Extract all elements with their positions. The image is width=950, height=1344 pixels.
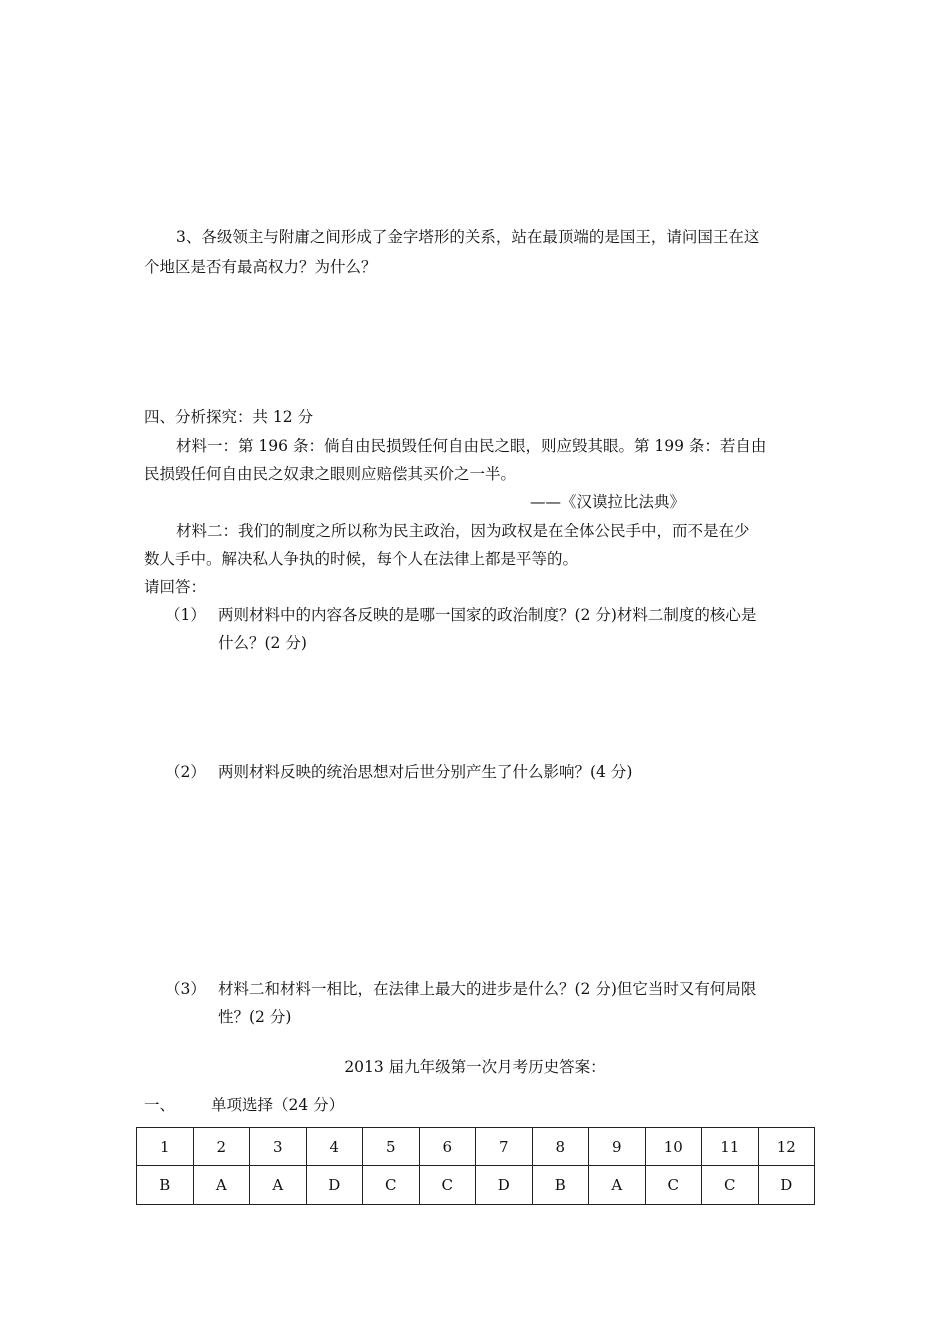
question-number-cell: 5: [363, 1128, 420, 1166]
section-4-heading: 四、分析探究：共 12 分: [144, 408, 314, 426]
question-number-cell: 3: [250, 1128, 307, 1166]
material-2-line-1: 材料二：我们的制度之所以称为民主政治，因为政权是在全体公民手中，而不是在少: [176, 522, 750, 540]
question-number-cell: 9: [589, 1128, 646, 1166]
answer-table-number-row: [137, 1128, 815, 1166]
question-3-number: （3）: [165, 980, 206, 998]
answer-choice-cell: C: [363, 1166, 420, 1205]
question-2-line-1: 两则材料反映的统治思想对后世分别产生了什么影响？(4 分): [218, 763, 633, 781]
material-2-line-2: 数人手中。解决私人争执的时候，每个人在法律上都是平等的。: [144, 550, 579, 568]
question-1-line-2: 什么？(2 分): [218, 634, 307, 652]
question-3-sub-line-2: 性？(2 分): [218, 1008, 292, 1026]
question-number-cell: 7: [476, 1128, 533, 1166]
answer-key-title: 2013 届九年级第一次月考历史答案：: [344, 1058, 606, 1076]
answer-choice-cell: C: [419, 1166, 476, 1205]
material-1-line-2: 民损毁任何自由民之奴隶之眼则应赔偿其买价之一半。: [144, 465, 517, 483]
question-1-number: （1）: [165, 606, 206, 624]
question-1-line-1: 两则材料中的内容各反映的是哪一国家的政治制度？(2 分)材料二制度的核心是: [218, 606, 757, 624]
question-number-cell: 4: [306, 1128, 363, 1166]
part-1-number: 一、: [144, 1096, 176, 1114]
material-1-line-1: 材料一：第 196 条：倘自由民损毁任何自由民之眼，则应毁其眼。第 199 条：若自由: [176, 437, 767, 455]
question-number-cell: 10: [645, 1128, 702, 1166]
question-number-cell: 6: [419, 1128, 476, 1166]
question-number-cell: 1: [137, 1128, 194, 1166]
answer-choice-cell: C: [645, 1166, 702, 1205]
question-number-cell: 8: [532, 1128, 589, 1166]
answer-choice-cell: B: [137, 1166, 194, 1205]
answer-choice-cell: D: [306, 1166, 363, 1205]
answer-choice-cell: A: [250, 1166, 307, 1205]
answer-table: [136, 1127, 815, 1205]
part-1-label: 单项选择（24 分）: [211, 1096, 345, 1114]
question-3-line-2: 个地区是否有最高权力？为什么？: [144, 258, 377, 276]
answer-table-choice-row: [137, 1166, 815, 1205]
material-1-source: ——《汉谟拉比法典》: [530, 493, 686, 511]
question-number-cell: 2: [193, 1128, 250, 1166]
question-3-line-1: 3、各级领主与附庸之间形成了金字塔形的关系，站在最顶端的是国王，请问国王在这: [176, 228, 760, 246]
answer-prompt: 请回答：: [144, 578, 207, 596]
answer-choice-cell: A: [589, 1166, 646, 1205]
answer-choice-cell: C: [702, 1166, 759, 1205]
question-3-sub-line-1: 材料二和材料一相比，在法律上最大的进步是什么？(2 分)但它当时又有何局限: [218, 980, 757, 998]
answer-choice-cell: A: [193, 1166, 250, 1205]
answer-choice-cell: D: [758, 1166, 815, 1205]
question-number-cell: 11: [702, 1128, 759, 1166]
question-number-cell: 12: [758, 1128, 815, 1166]
answer-choice-cell: D: [476, 1166, 533, 1205]
answer-choice-cell: B: [532, 1166, 589, 1205]
question-2-number: （2）: [165, 763, 206, 781]
